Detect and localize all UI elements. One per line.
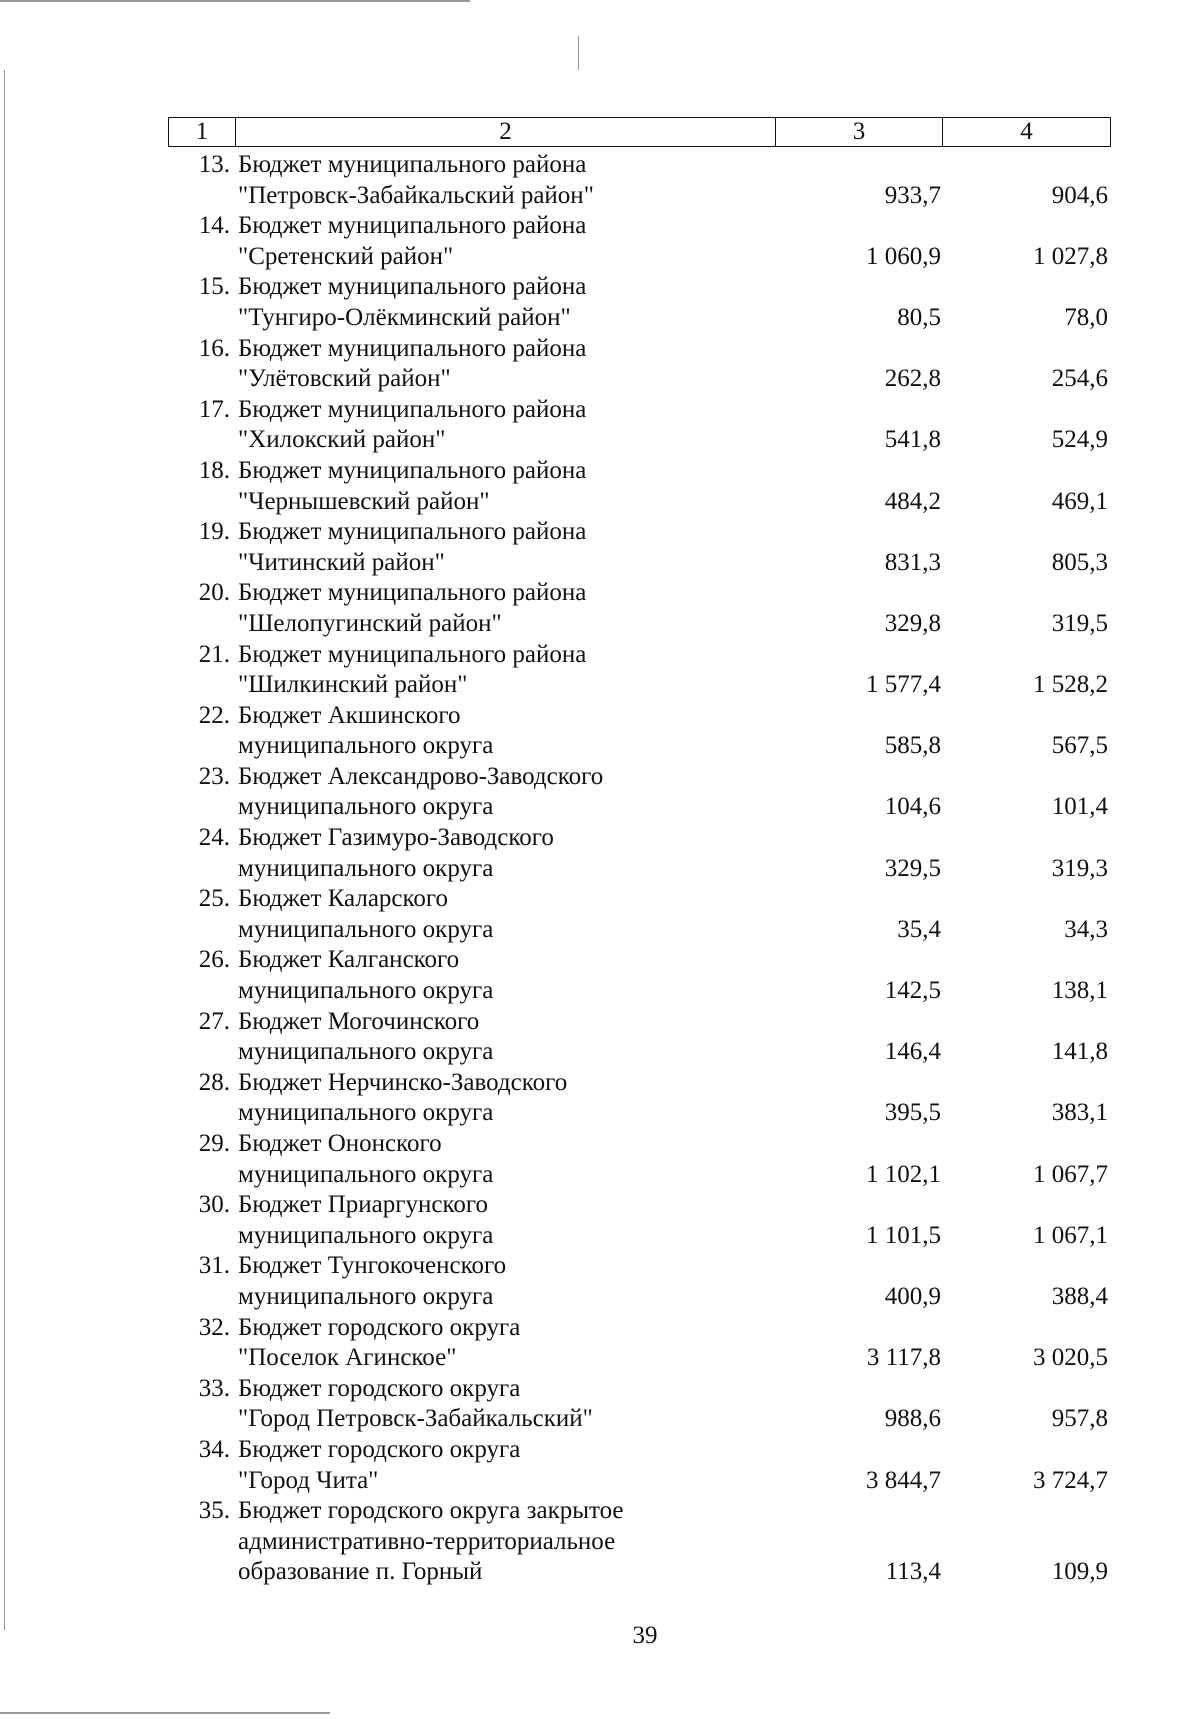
row-number: 16.: [198, 334, 230, 362]
row-number: 30.: [198, 1191, 230, 1219]
row-value-col4: 805,3: [1051, 548, 1108, 576]
row-value-col4: 524,9: [1051, 426, 1108, 454]
row-name: [238, 456, 708, 517]
scan-edge-left: [4, 70, 5, 1630]
table-row: [168, 1068, 1111, 1129]
row-name-line: Бюджет городского округа: [238, 1313, 521, 1341]
row-name-line: Бюджет муниципального района: [238, 395, 587, 423]
row-name-line: "Улётовский район": [238, 365, 451, 393]
row-value-col3: 484,2: [884, 487, 941, 515]
row-name-line: Бюджет Могочинского: [238, 1007, 480, 1035]
row-value-col3: 3 844,7: [866, 1466, 941, 1494]
row-name-line: Бюджет муниципального района: [238, 518, 587, 546]
row-value-col4: 78,0: [1064, 303, 1108, 331]
row-value-col4: 3 020,5: [1033, 1344, 1108, 1372]
row-name: [238, 640, 708, 701]
row-value-col4: 101,4: [1051, 793, 1108, 821]
row-number: 29.: [198, 1130, 230, 1157]
row-name-line: образование п. Горный: [238, 1558, 483, 1586]
row-value-col4: 957,8: [1051, 1405, 1108, 1433]
row-value-col4: 319,3: [1051, 854, 1108, 882]
row-value-col3: 400,9: [884, 1282, 941, 1310]
row-number: 18.: [198, 456, 230, 484]
row-value-col3: 35,4: [897, 915, 941, 943]
row-name: [238, 945, 708, 1006]
row-name: [238, 517, 708, 578]
row-name-line: "Шелопугинский район": [238, 609, 502, 637]
table-row: [168, 1313, 1111, 1374]
table-header: [168, 117, 1111, 147]
table-row: [168, 1251, 1111, 1312]
header-cell-1: 1: [169, 118, 236, 146]
table-row: [168, 1129, 1111, 1190]
table-body: [168, 150, 1111, 1588]
header-cell-2: 2: [236, 118, 776, 146]
row-name: [238, 1007, 708, 1068]
row-value-col4: 141,8: [1051, 1038, 1108, 1066]
table-row: [168, 1374, 1111, 1435]
row-name: [238, 701, 708, 762]
scan-edge-bottom: [0, 1712, 330, 1714]
page-number: 39: [632, 1622, 658, 1649]
row-value-col3: 80,5: [897, 303, 941, 331]
row-value-col3: 142,5: [884, 977, 941, 1005]
row-name-line: "Читинский район": [238, 548, 445, 576]
row-name-line: муниципального округа: [238, 915, 494, 943]
row-name-line: муниципального округа: [238, 1282, 494, 1310]
row-name: [238, 1313, 708, 1374]
row-name-line: Бюджет Александрово-Заводского: [238, 762, 604, 790]
row-number: 22.: [198, 701, 230, 729]
row-number: 17.: [198, 395, 230, 423]
row-value-col4: 34,3: [1064, 915, 1108, 943]
row-number: 35.: [198, 1497, 230, 1525]
row-name-line: "Сретенский район": [238, 242, 454, 270]
row-number: 26.: [198, 946, 230, 974]
row-name-line: Бюджет Газимуро-Заводского: [238, 824, 554, 852]
row-value-col4: 1 528,2: [1033, 671, 1108, 699]
table-row: [168, 395, 1111, 456]
row-number: 25.: [198, 885, 230, 913]
table-row: [168, 1190, 1111, 1251]
row-name-line: муниципального округа: [238, 793, 494, 821]
row-value-col4: 469,1: [1051, 487, 1108, 515]
row-name: [238, 272, 708, 333]
table-row: [168, 1007, 1111, 1068]
table-row: [168, 517, 1111, 578]
row-name-line: "Чернышевский район": [238, 487, 490, 515]
row-number: 27.: [198, 1007, 230, 1035]
row-number: 23.: [198, 762, 230, 790]
row-value-col3: 585,8: [884, 732, 941, 760]
row-value-col4: 567,5: [1051, 732, 1108, 760]
row-name-line: муниципального округа: [238, 732, 494, 760]
row-value-col4: 254,6: [1051, 365, 1108, 393]
scan-edge-top: [0, 0, 470, 2]
row-value-col4: 1 067,7: [1033, 1160, 1108, 1188]
table-row: [168, 823, 1111, 884]
row-value-col3: 113,4: [885, 1558, 941, 1586]
row-number: 33.: [198, 1374, 230, 1402]
row-number: 31.: [198, 1252, 230, 1280]
row-name-line: Бюджет Ононского: [238, 1130, 442, 1157]
row-value-col4: 109,9: [1051, 1558, 1108, 1586]
row-name-line: Бюджет муниципального района: [238, 334, 587, 362]
row-value-col3: 831,3: [884, 548, 941, 576]
row-name-line: муниципального округа: [238, 1038, 494, 1066]
row-value-col3: 329,5: [884, 854, 941, 882]
row-value-col3: 395,5: [884, 1099, 941, 1127]
table-row: [168, 701, 1111, 762]
row-value-col3: 1 577,4: [866, 671, 941, 699]
row-value-col3: 933,7: [884, 181, 941, 209]
row-name: [238, 823, 708, 884]
row-number: 20.: [198, 579, 230, 607]
row-value-col4: 319,5: [1051, 609, 1108, 637]
row-value-col3: 1 102,1: [866, 1160, 941, 1188]
table-row: [168, 945, 1111, 1006]
row-value-col4: 904,6: [1051, 181, 1108, 209]
row-value-col4: 138,1: [1051, 977, 1108, 1005]
row-value-col4: 388,4: [1051, 1282, 1108, 1310]
row-name: [238, 334, 708, 395]
row-name-line: "Шилкинский район": [238, 671, 468, 699]
row-name: [238, 395, 708, 456]
row-value-col3: 262,8: [884, 365, 941, 393]
table-row: [168, 272, 1111, 333]
scan-mark: [578, 36, 579, 70]
row-name: [238, 578, 708, 639]
row-name-line: "Тунгиро-Олёкминский район": [238, 303, 571, 331]
table-row: [168, 334, 1111, 395]
row-name: [238, 1435, 708, 1496]
row-number: 32.: [198, 1313, 230, 1341]
row-number: 13.: [198, 151, 230, 178]
row-value-col3: 104,6: [884, 793, 941, 821]
row-name-line: "Поселок Агинское": [238, 1344, 457, 1372]
row-name-line: "Город Петровск-Забайкальский": [238, 1405, 593, 1433]
row-value-col3: 1 101,5: [866, 1221, 941, 1249]
row-name-line: Бюджет городского округа: [238, 1435, 521, 1463]
row-value-col3: 3 117,8: [866, 1344, 941, 1372]
row-name-line: Бюджет Нерчинско-Заводского: [238, 1068, 568, 1096]
table-row: [168, 578, 1111, 639]
row-name: [238, 1129, 708, 1190]
row-name-line: муниципального округа: [238, 1221, 494, 1249]
row-number: 14.: [198, 212, 230, 240]
row-name-line: Бюджет Тунгокоченского: [238, 1252, 507, 1280]
row-name-line: муниципального округа: [238, 1160, 494, 1188]
row-number: 28.: [198, 1068, 230, 1096]
row-name-line: "Петровск-Забайкальский район": [238, 181, 594, 209]
table-row: [168, 640, 1111, 701]
row-value-col4: 1 067,1: [1033, 1221, 1108, 1249]
row-name: [238, 884, 708, 945]
header-cell-4: 4: [1020, 118, 1033, 145]
table-row: [168, 1496, 1111, 1588]
row-name: [238, 762, 708, 823]
row-name-line: Бюджет Акшинского: [238, 701, 461, 729]
row-value-col3: 1 060,9: [866, 242, 941, 270]
row-name-line: Бюджет Каларского: [238, 885, 449, 913]
row-number: 21.: [198, 640, 230, 668]
row-number: 24.: [198, 824, 230, 852]
row-name-line: Бюджет городского округа закрытое: [238, 1497, 624, 1525]
table-row: [168, 456, 1111, 517]
row-name-line: муниципального округа: [238, 977, 494, 1005]
row-value-col3: 541,8: [884, 426, 941, 454]
row-number: 34.: [198, 1435, 230, 1463]
row-number: 19.: [198, 518, 230, 546]
row-name: [238, 1496, 708, 1588]
row-value-col3: 146,4: [884, 1038, 941, 1066]
row-value-col4: 1 027,8: [1033, 242, 1108, 270]
row-name: [238, 150, 708, 211]
row-name-line: муниципального округа: [238, 854, 494, 882]
row-value-col4: 383,1: [1051, 1099, 1108, 1127]
row-value-col4: 3 724,7: [1033, 1466, 1108, 1494]
row-name-line: муниципального округа: [238, 1099, 494, 1127]
row-name-line: Бюджет муниципального района: [238, 212, 587, 240]
row-name-line: административно-территориальное: [238, 1527, 616, 1555]
row-name-line: Бюджет муниципального района: [238, 456, 587, 484]
table-row: [168, 884, 1111, 945]
row-name-line: Бюджет Приаргунского: [238, 1191, 488, 1219]
table-row: [168, 150, 1111, 211]
row-name: [238, 1251, 708, 1312]
table-row: [168, 1435, 1111, 1496]
row-name-line: "Город Чита": [238, 1466, 379, 1494]
row-value-col3: 988,6: [884, 1405, 941, 1433]
row-name-line: Бюджет муниципального района: [238, 273, 587, 301]
row-name: [238, 1068, 708, 1129]
header-cell-3: 3: [776, 118, 943, 146]
row-name-line: Бюджет Калганского: [238, 946, 460, 974]
row-name-line: Бюджет муниципального района: [238, 579, 587, 607]
row-name-line: "Хилокский район": [238, 426, 446, 454]
table-row: [168, 762, 1111, 823]
row-name-line: Бюджет муниципального района: [238, 151, 587, 178]
table-row: [168, 211, 1111, 272]
row-name: [238, 211, 708, 272]
row-name: [238, 1374, 708, 1435]
row-number: 15.: [198, 273, 230, 301]
row-name-line: Бюджет городского округа: [238, 1374, 521, 1402]
row-name: [238, 1190, 708, 1251]
row-name-line: Бюджет муниципального района: [238, 640, 587, 668]
row-value-col3: 329,8: [884, 609, 941, 637]
